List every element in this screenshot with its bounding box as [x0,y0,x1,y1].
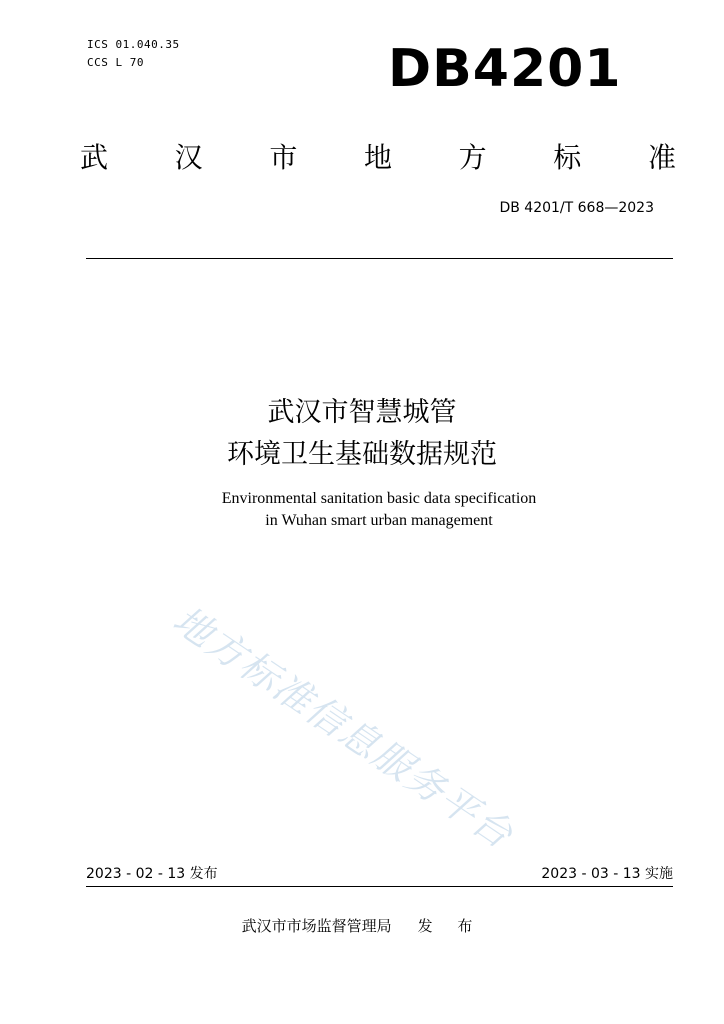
watermark: 地方标准信息服务平台 [165,597,522,858]
ccs-code: CCS L 70 [87,56,144,69]
standard-type-char: 市 [269,141,298,174]
standard-type-char: 准 [647,141,676,174]
publisher-action: 发 布 [417,917,483,935]
header-divider [86,258,673,259]
classification-codes [87,36,180,72]
standard-type-char: 武 [80,141,109,174]
publisher-name: 武汉市市场监督管理局 [241,917,392,935]
chinese-title-line-1: 武汉市智慧城管 [267,397,457,428]
english-title-line-2: in Wuhan smart urban management [265,512,493,529]
standard-type-char: 标 [553,141,582,174]
english-title [0,488,724,532]
standard-type-char: 汉 [174,141,203,174]
chinese-title [0,392,724,476]
ics-code: ICS 01.040.35 [87,38,180,51]
footer-divider [86,886,673,887]
implementation-date: 2023 - 03 - 13 实施 [541,866,673,882]
standard-type-heading [80,140,676,176]
standard-code: DB4201 [388,39,622,99]
publisher-line [0,916,724,936]
standard-type-char: 地 [363,141,392,174]
english-title-line-1: Environmental sanitation basic data specification [221,490,537,507]
chinese-title-line-2: 环境卫生基础数据规范 [227,439,497,470]
issue-date: 2023 - 02 - 13 发布 [86,866,218,882]
standard-type-char: 方 [458,141,487,174]
standard-number: DB 4201/T 668—2023 [499,200,654,216]
